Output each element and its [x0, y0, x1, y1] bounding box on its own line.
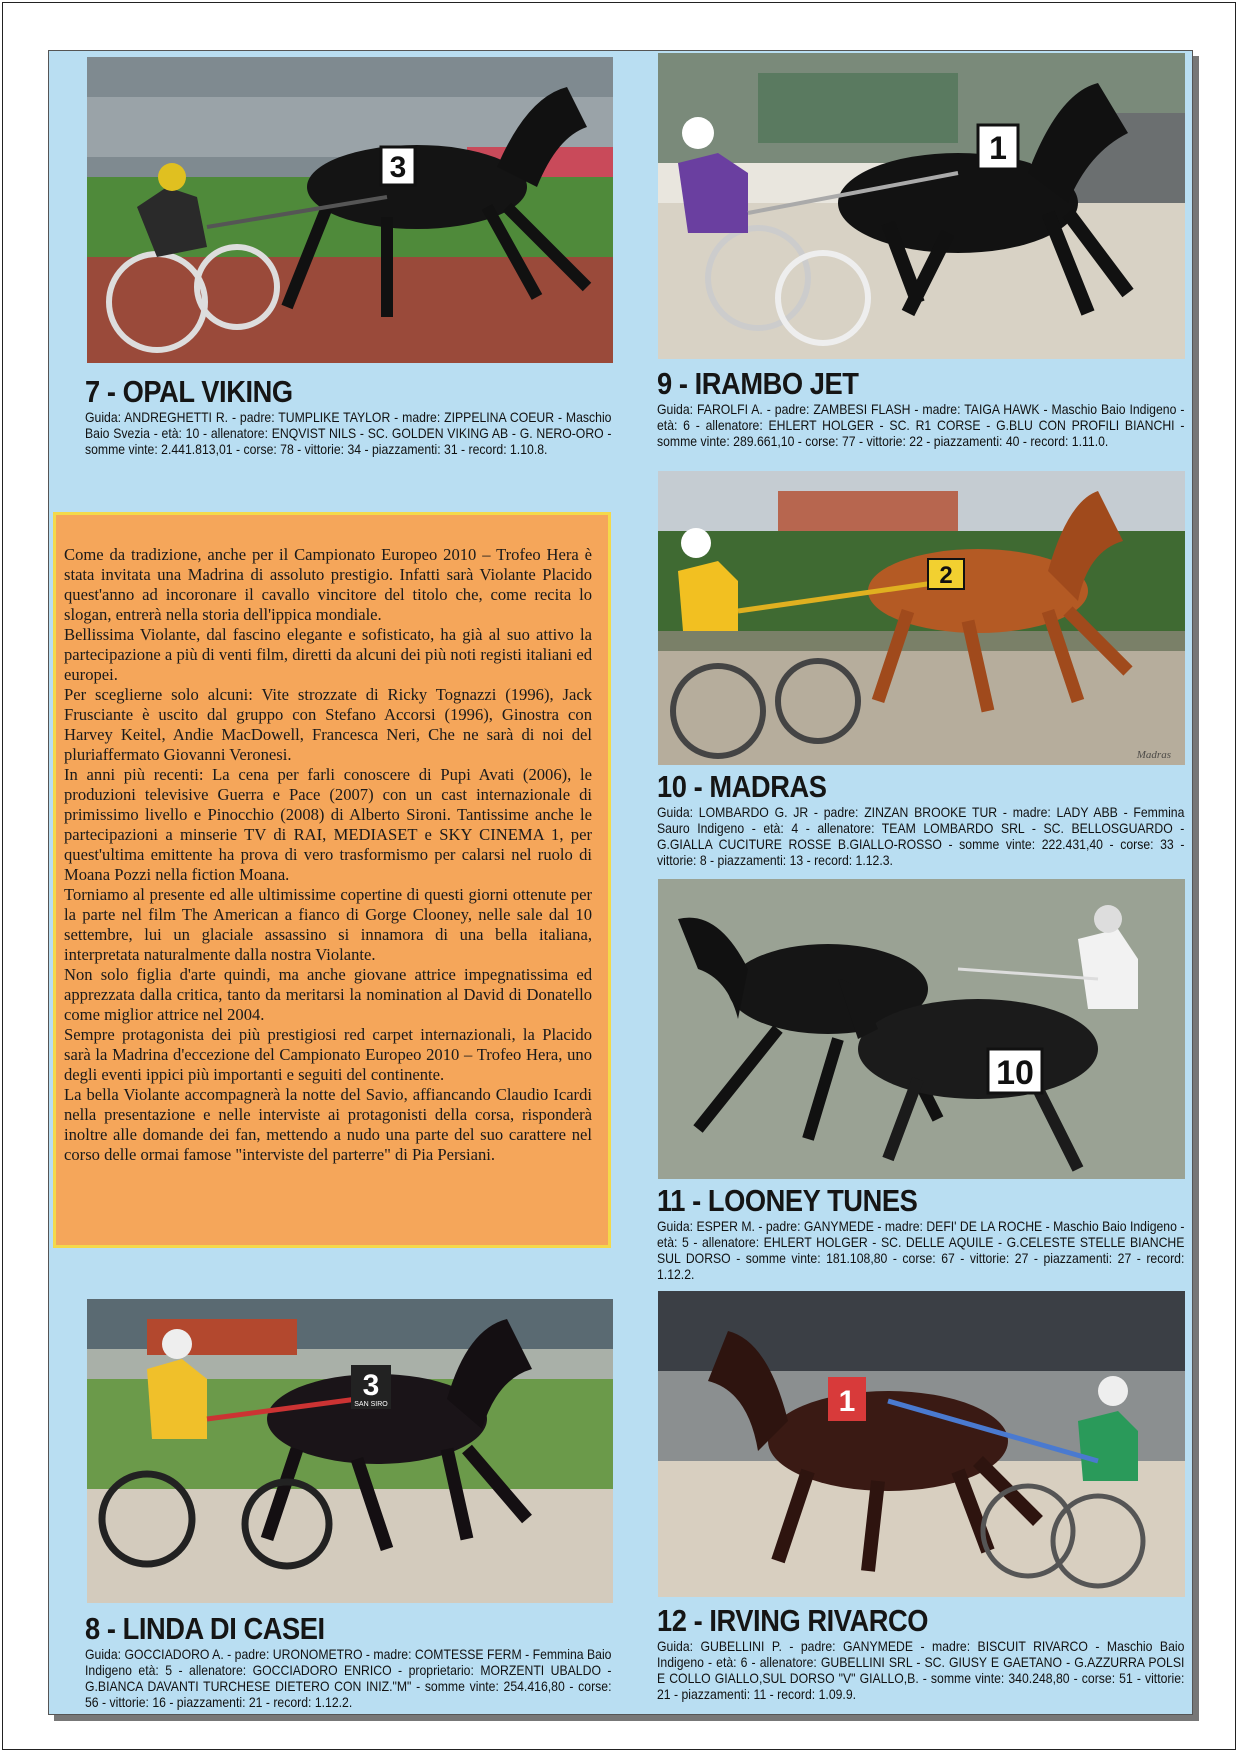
article-paragraph: In anni più recenti: La cena per farli conoscere di Pupi Avati (2006), le produzioni televisive Guerra e Pace (2007) con un cast internazionale di primissimo livello e Pinocchio (2008) di Alberto Sironi. Tantissime anche le partecipazioni a minserie TV di RAI, MEDIASET e SKY CINEMA 1, per quest'ultima emittente ha prova di vero trasformismo per calarsi nel ruolo di Moana Pozzi nella fiction Moana. — [64, 765, 592, 884]
article-paragraph: Per sceglierne solo alcuni: Vite strozzate di Ricky Tognazzi (1996), Jack Frusciante è uscito dal gruppo con Stefano Accorsi (1996), Ginostra con Harvey Keitel, Andie MacDowell, Francesca Neri, Che ne sarà di noi del pluriaffermato Giovanni Veronesi. — [64, 685, 592, 764]
photo-looney-tunes — [658, 879, 1185, 1179]
bib-number: 2 — [939, 562, 953, 589]
horse-info-madras: Guida: LOMBARDO G. JR - padre: ZINZAN BROOKE TUR - madre: LADY ABB - Femmina Sauro Indigeno - età: 4 - allenatore: TEAM LOMBARDO SRL - SC. BELLOSGUARDO - G.GIALLA CUCITURE ROSSE B.GIALLO-ROSSO - somme vinte: 222.431,40 - corse: 33 - vittorie: 8 - piazzamenti: 13 - record: 1.12.3. — [657, 805, 1185, 868]
horse-title-irving-rivarco: 12 - IRVING RIVARCO — [657, 1603, 929, 1638]
photo-opal-viking — [87, 57, 613, 363]
article-paragraph: Come da tradizione, anche per il Campionato Europeo 2010 – Trofeo Hera è stata invitata una Madrina di assoluto prestigio. Infatti sarà Violante Placido quest'anno ad incoronare il cavallo vincitore del titolo che, come recita lo slogan, entrerà nella storia dell'ippica mondiale. — [64, 545, 592, 624]
horse-title-linda-di-casei: 8 - LINDA DI CASEI — [85, 1611, 325, 1646]
article-paragraph: Bellissima Violante, dal fascino elegante e sofisticato, ha già al suo attivo la partecipazione a più di venti film, diretti da alcuni dei più noti registi italiani ed europei. — [64, 625, 592, 684]
bib-subtitle: SAN SIRO — [354, 1401, 388, 1408]
horse-info-looney-tunes: Guida: ESPER M. - padre: GANYMEDE - madre: DEFI' DE LA ROCHE - Maschio Baio Indigeno - età: 5 - allenatore: EHLERT HOLGER - SC. DELLE AQUILE - G.CELESTE STELLE BIANCHE SUL DORSO - somme vinte: 181.108,80 - corse: 67 - vittorie: 27 - piazzamenti: 27 - record: 1.12.2. — [657, 1219, 1185, 1282]
photo-irambo-jet — [658, 53, 1185, 359]
article-box — [53, 512, 611, 1248]
horse-info-linda-di-casei: Guida: GOCCIADORO A. - padre: URONOMETRO - madre: COMTESSE FERM - Femmina Baio Indigeno età: 5 - allenatore: GOCCIADORO ENRICO - proprietario: MORZENTI UBALDO - G.BIANCA DAVANTI TURCHESE DIETERO CON INIZ."M" - somme vinte: 254.416,80 - corse: 56 - vittorie: 16 - piazzamenti: 21 - record: 1.12.2. — [85, 1647, 612, 1710]
article-paragraph: La bella Violante accompagnerà la notte del Savio, affiancando Claudio Icardi nella presentazione e nelle interviste ai protagonisti della corsa, risponderà inoltre alle domande dei fan, mettendo a nudo una parte del suo carattere nel corso delle ormai famose "interviste del parterre" di Pia Persiani. — [64, 1085, 592, 1164]
bib-number: 1 — [989, 130, 1007, 166]
article-paragraph: Non solo figlia d'arte quindi, ma anche giovane attrice impegnatissima ed apprezzata dalla critica, tanto da meritarsi la nomination al David di Donatello come miglior attrice nel 2004. — [64, 965, 592, 1024]
article-paragraph: Sempre protagonista dei più prestigiosi red carpet internazionali, la Placido sarà la Madrina d'eccezione del Campionato Europeo 2010 – Trofeo Hera, uno degli eventi ippici più importanti e seguiti del continente. — [64, 1025, 592, 1084]
photo-irving-rivarco — [658, 1291, 1185, 1597]
bib-number: 3 — [362, 1369, 380, 1402]
bib-number: 1 — [838, 1385, 856, 1418]
horse-info-opal-viking: Guida: ANDREGHETTI R. - padre: TUMPLIKE TAYLOR - madre: ZIPPELINA COEUR - Maschio Baio Svezia - età: 10 - allenatore: ENQVIST NILS - SC. GOLDEN VIKING AB - G. NERO-ORO - somme vinte: 2.441.813,01 - corse: 78 - vittorie: 34 - piazzamenti: 31 - record: 1.10.8. — [85, 410, 612, 457]
photo-madras — [658, 471, 1185, 765]
magazine-sheet — [48, 50, 1193, 1715]
bib-number: 10 — [996, 1054, 1034, 1092]
horse-title-irambo-jet: 9 - IRAMBO JET — [657, 366, 859, 401]
article-body — [64, 545, 592, 1165]
horse-title-madras: 10 - MADRAS — [657, 769, 827, 804]
bib-number: 3 — [389, 151, 407, 184]
photo-watermark: Madras — [1136, 749, 1171, 761]
horse-info-irving-rivarco: Guida: GUBELLINI P. - padre: GANYMEDE - madre: BISCUIT RIVARCO - Maschio Baio Indigeno - età: 6 - allenatore: GUBELLINI SRL - SC. GIUSY E GAETANO - G.AZZURRA POLSI E COLLO GIALLO,SUL DORSO "V" GIALLO,B. - somme vinte: 340.248,80 - corse: 51 - vittorie: 21 - piazzamenti: 11 - record: 1.09.9. — [657, 1639, 1185, 1702]
horse-title-opal-viking: 7 - OPAL VIKING — [85, 374, 293, 409]
horse-title-looney-tunes: 11 - LOONEY TUNES — [657, 1183, 918, 1218]
horse-info-irambo-jet: Guida: FAROLFI A. - padre: ZAMBESI FLASH - madre: TAIGA HAWK - Maschio Baio Indigeno - età: 6 - allenatore: EHLERT HOLGER - SC. R1 CORSE - G.BLU CON PROFILI BIANCHI - somme vinte: 289.661,10 - corse: 77 - vittorie: 22 - piazzamenti: 40 - record: 1.11.0. — [657, 402, 1185, 449]
photo-linda-di-casei — [87, 1299, 613, 1603]
article-paragraph: Torniamo al presente ed alle ultimissime copertine di questi giorni ottenute per la parte nel film The American a fianco di Gorge Clooney, nelle sale dal 10 settembre, lui un glaciale assassino si innamora di una bella italiana, interpretata naturalmente dalla nostra Violante. — [64, 885, 592, 964]
